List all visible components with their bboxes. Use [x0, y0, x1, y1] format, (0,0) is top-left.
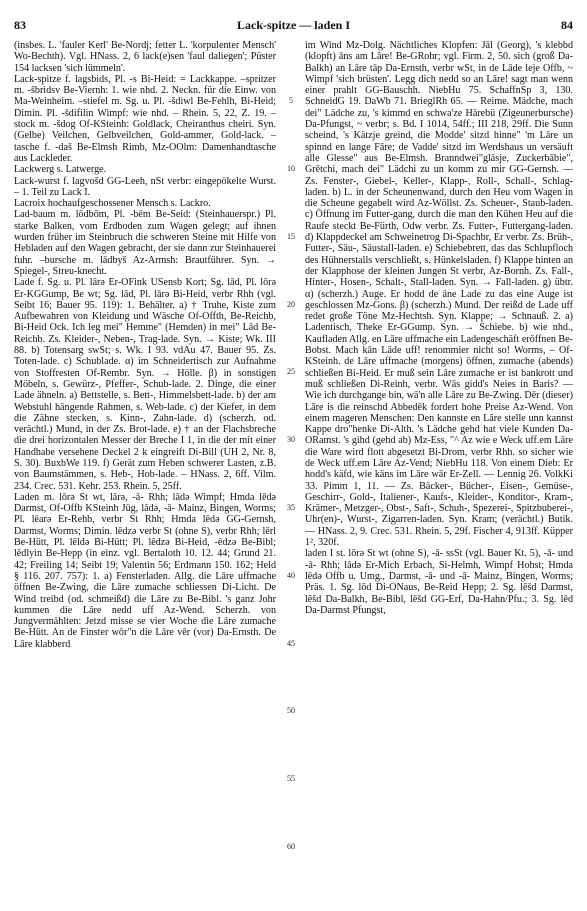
dictionary-entry: Lade f. Sg. u. Pl. lārə Er-OFink USensb Kort; Sg. lād, Pl. lōrə Er-KGGump, Be wt; Sg. lād, Pl. lārə Bi-Heid, verbr Rhh (vgl. Seibt 16; Bauer 95. 119): 1. Behälter. a) † Truhe, Kiste zum Aufbewahren von Kleidung und Wäsche Of-Offth, Be-Reichb, Bi-Heid Ock. Ich leg mei" Hemme" (Hemden) in mei" Lād Be-Reichb. Zs. Kleider-, Neben-, Trag-lade. Syn. → Kiste; Wk. III 88. b) Totensarg swSt; s. Wk. I 93. vdAu 47. Bauer 95. Zs. Toten-lade. c) Schublade. α) im Schneidertisch zur Aufnahme von Stoffresten Of-Rembr. Syn. → Hölle. β) in sonstigen Möbeln, s. Gewürz-, Pfeffer-, Schub-lade. 2. Dinge, die einer Lade ähneln. a) Bettstelle, s. Bett-, Himmelsbett-lade. b) der am Webstuhl hängende Rahmen, s. Web-lade. c) der Kiefer, in dem die Zähne stecken, s. Kinn-, Zahn-lade. d) (scherzh. od. verächtl.) Mund, in der Zs. Brot-lade. e) † an der Flachsbreche die drei horizontalen Messer der Breche I 1, in die der mit einer Handhabe versehene Deckel 2 k eingreift Di-Bill (UH 2, Nr. 8, S. 30). BuxbWe 119. f) Gerät zum Heben schwerer Lasten, z.B. von Baumstämmen, s. Heb-, Hob-lade. – HNass. 2, 6ff. Vilm. 234. Crec. 531. Kehr. 253. Rhein. 5, 25ff.: [14, 277, 276, 492]
running-title: Lack-spitze — laden I: [236, 18, 350, 32]
dictionary-entry: Lack-spitze f. lagsbids, Pl. -s Bi-Heid: = Lackkappe. –spritzer m. -šbridsv Be-Viernh: 1. wie nhd. 2. Neckn. für die Einw. von Ma-Weinheim. –stiefel m. Sg. u. Pl. -šdiwl Be-Fehlh, Bi-Heid; Dimin. Pl. -šdifilin Wimpf: wie nhd. – Rhein. 5, 22, Z. 19. –stock m. -šdog Of-KSteinh: Goldlack, Cheiranthus cheiri. Syn. (Gelbe) Veilchen, Gelbveilchen, Gold-ammer, Gold-lack. –tasche f. -daš Be-Elmsh Rimb, Mz-OOlm: Damenhandtasche aus Lackleder.: [14, 73, 276, 164]
line-number: 20: [287, 299, 295, 309]
line-number: 10: [287, 164, 295, 174]
dictionary-entry: Lacroix hochaufgeschossener Mensch s. Lackro.: [14, 198, 211, 210]
page-number-left: 83: [14, 18, 26, 32]
dictionary-entry: laden I st. lōrə St wt (ohne S), -ā- ssSt (vgl. Bauer Kt. 5), -ā- und -ā- Rhh; lādə Er-Mich Erbach, Si-Helmh, Wimpf Hohst; Hmda lēdə Offb u. Umg., Darmst, -ā- und -ā- Mainz, Bingen, Worms; Präs. 1. Sg. lōd Di-ONaus, Be-Reid Hepp; 2. Sg. lēšd Darmst, lēšd Da-Balkh, Be-Bibl, lēšd GG-Erf, Da-Hahn/Pfu.; 3. Sg. lēd Da-Darmst Pfungst,: [305, 548, 573, 616]
line-number: 50: [287, 706, 295, 716]
line-number: 60: [287, 842, 295, 852]
line-number-gutter: [281, 40, 301, 900]
dictionary-entry: Lack-wurst f. lagvošd GG-Leeh, nSt verbr: eingepökelte Wurst. – 1. Teil zu Lack I.: [14, 175, 276, 198]
line-number: 5: [289, 96, 293, 106]
left-column: [14, 40, 276, 900]
line-number: 55: [287, 774, 295, 784]
line-number: 35: [287, 503, 295, 513]
page-number-right: 84: [561, 18, 573, 32]
dictionary-entry: Lackwerg s. Latwerge.: [14, 164, 107, 176]
dictionary-entry: Lad-baum m. lōdbōm, Pl. -bēm Be-Seid: (Steinhauerspr.) Pl. starke Balken, vom Erdboden zum Wagen gelegt; auf ihnen wurden früher im Steinbruch die schweren Steine mit Hilfe von Hebladen auf den Wagen gebracht, der sie dann zur Steinhauerei fuhr. –bursche m. lādbyš Az-Armsh: Brautführer. Syn. → Spiegel-, Streu-knecht.: [14, 209, 276, 277]
line-number: 45: [287, 638, 295, 648]
line-number: 40: [287, 570, 295, 580]
entry-continuation: (insbes. L. 'fauler Kerl' Be-Nordj; fetter L. 'korpulenter Mensch' Wo-Bechth). Vgl. HNass. 2, 6 lack(e)sen 'faul daliegen'; Püster 154 lacksen 'sich lümmeln'.: [14, 40, 276, 74]
line-number: 30: [287, 435, 295, 445]
right-column: [305, 40, 573, 900]
line-number: 25: [287, 367, 295, 377]
line-number: 15: [287, 231, 295, 241]
entry-continuation: im Wind Mz-Dolg. Nächtliches Klopfen: Jāl (Georg), 's klebbd (klopft) āns am Lāre! Be-GRohr; vgl. Firm. 2, 50. sich (groß Da-Balkh) an Lāre tāp Da-Ernsth, verbr wSt, in de Lāde leje Offb, ~ Wimpf 'sich brüsten'. Legg dich nedd so an Lāre! sagt man wenn einer prahlt GG-Bauschh. NiebHu 75. SchaffnSp 3, 130. SchneidG 19. DaWb 71. BrieglRh 65. — Reime. Mädche, mach dei" Lädche zu, 's kimmd en schwa'ze Härebü (Zigeunerbursche) Da-Pfungst, ~ verbr; s. Bd. I 1014, 54ff.; III 218, 29ff. Die Sunn scheind, 's Kätzje greind, die Modde' sitzd hinne" 'm Lāre un spinnd en lange Fāre; de Vadde' sitzd im Werdshaus un versäuft alle Glesse" aus Be-Elmsh. Branndwei"glāsje, Zuckerbābie", Grētchi, mach dei" Lädchi zu un komm zu mir GG-Gernsh. — Zs. Fenster-, Giebel-, Keller-, Klapp-, Roll-, Schall-, Schlag-laden. b) L. in der Scheunenwand, durch den Heu vom Wagen in die Scheune gegabelt wird Az-Wöllst. Zs. Scheuer-, Staub-laden. c) Öffnung im Futter-gang, durch die man den Kühen Heu auf die Raufe steckt Be-Fürth, Odw verbr. Zs. Futter-, Futtergang-laden. d) Klappdeckel am Schweinetrog Di-Spachbr, Er verbr. Zs. Brüh-, Futter-, Säu-, Säustall-laden. e) Schiebebrett, das das Schlupfloch des Hühnerstalls verschließt, s. Hünkelsladen. f) Klappe hinten an der Klapphose der kleinen Jungen St verbr, Az-Bornh. Zs. Fall-, Hinter-, Hosen-, Schalt-, Stall-laden. Syn. → Fall-laden. g) übtr. α) (scherzh.) Auge. Er hodd de āne Lade zu das eine Auge ist geschlossen Mz-Gons. β) (scherzh.) Mund. Der reißd de Lade uff redet große Töne Mz-Hechtsh. Syn. Klappe; → Schnauß. 2. a) Ladentisch, Theke Er-GGump. Syn. → Schiebe. b) wie nhd., Kaufladen Allg. en Lāre uffmache ein Ladengeschäft eröffnen Be-Bobst. Mach kān Läde uff! renommier nicht so! Worms, – Of-KSteinh. de Lāre uffmache (morgens) öffnen, zumache (abends) schließen Bi-Heid. Er muß sein Lāre zumache er ist bankrott und muß schließen Di-Reinh, verbr. Wās gidd's Neies in Baris? — Wie ich durchgange bin, wā'n alle Lāre zu Be-Zwing. Dēr (dieser) Lāre is die reinschd Abbedēk fordert hohe Preise Az-Wend. Von einem mageren Menschen: Den kannste en Lāre stelle unn kannst Kappe dro"henke Di-Alth. 's Lädche gehd hat viele Kunden Da-ORamst. 's gihd (gehd ab) Mz-Ess, "^ Az wie e Weck uff.em Lāre die Ware wird flott abgesetzt Bi-Drom, verbr Rhh. so sicher wie de Weck uff.em Lāre Az-Vend; NiebHu 118. Von einem Dieb: Er hodd's käfd, wie käns im Lāre wār Er-Zell. — Lennig 26. VolkKi 33. Pimm 1, 11. — Zs. Bäcker-, Bücher-, Eisen-, Gemüse-, Geschirr-, Gold-, Italiener-, Kaufs-, Kleider-, Konditor-, Kram-, Krämer-, Metzger-, Obst-, Saft-, Schuh-, Spezerei-, Spitzbuberei-, Uhr(en)-, Wurst-, Zigarren-laden. Syn. Kram; (verächtl.) Butik. — HNass. 2, 9. Crec. 531. Rhein. 5, 29f. Fischer 4, 913ff. Küpper 1², 320f.: [305, 40, 573, 549]
running-header: [14, 18, 573, 34]
dictionary-entry: Laden m. lōrə St wt, lārə, -ā- Rhh; lādə Wimpf; Hmda lēdə Darmst, Of-Offb KSteinh Jüg, lādə, -ā- Mainz, Bingen, Worms; Pl. lēarə Er-Rehb, verbr St Rhh; Hmda lēdə GG-Gernsh, Darmst, Worms; Dimin. lēdzə verbr St (ohne S), verbr Rhh; lērl Be-Hütt, Pl. lēldə Bi-Hütt; Pl. lēdzə Bi-Heid, -ēdzə Be-Bibl; lēdlyin Be-Hepp (in einz. vgl. Bertaloth 10. 12. 44; Grund 21. 42; Freiling 14; Seibt 19; Valentin 56; Erdmann 150. 162; Held § 116. 207. 757): 1. a) Fensterladen. Allg. die Lāre uffmache öffnen Be-Zwing, die Lāre zumache schliessen Di-Licht. De Wind treibd (od. schmeißd) die Lāre zu Be-Bibl. 's ganz Johr kummen die Lāre nedd uff Az-Wend. Scherzh. von Jungvermählten: Jetzd misse se vier Woche die Lāre zumache Be-Hütt. An de Finster wōr"n die Lāre vēr (vor) Da-Ernsth. De Lāre klabberd: [14, 491, 276, 650]
